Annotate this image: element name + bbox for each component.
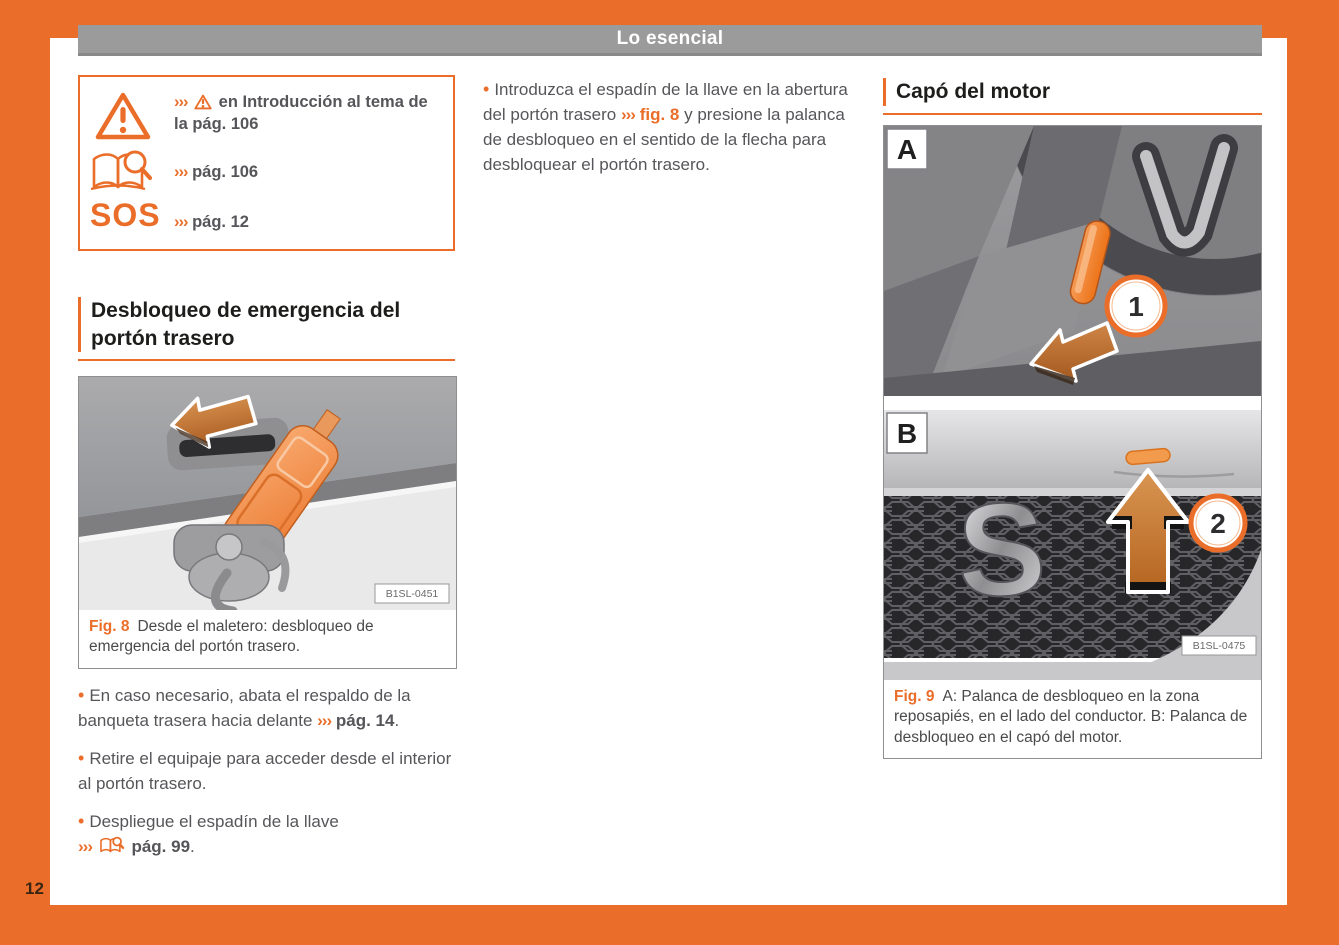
image-code: B1SL-0451 (385, 588, 439, 600)
image-code: B1SL-0475 (1192, 640, 1246, 652)
page-header-bar (78, 25, 1262, 56)
bullet-text: . (394, 710, 400, 730)
section-title: Capó del motor (883, 78, 1262, 106)
figure-9 (883, 125, 1262, 759)
bullet-text: En caso necesario, abata el respaldo de la banqueta trasera hacia delante (78, 686, 411, 730)
bullet-fold-seat (78, 682, 460, 734)
callout-1 (1107, 277, 1165, 335)
panel-a-letter: A (896, 134, 918, 165)
ref-row-book (174, 161, 442, 183)
section-tailgate-heading (78, 297, 455, 361)
fig8-label: Fig. 8 (89, 618, 130, 635)
page-number: 12 (25, 879, 44, 898)
heading-rule (883, 113, 1262, 115)
grille-release-lever (1126, 448, 1171, 465)
section-title: Desbloqueo de emergencia del portón trasero (78, 297, 455, 352)
book-search-icon (89, 149, 155, 195)
page-ref: pág. 99 (131, 836, 191, 856)
bullet-text: Despliegue el espadín de la llave (89, 811, 339, 831)
ref-label: pág. 12 (192, 213, 249, 231)
bullet-dot: • (78, 747, 85, 768)
figure-8 (78, 376, 457, 669)
page-header-title: Lo esencial (616, 28, 724, 49)
bullet-text: . (190, 836, 195, 856)
sos-icon: SOS (90, 197, 161, 233)
fig8-illustration (79, 377, 456, 610)
book-search-icon (99, 836, 125, 855)
warning-triangle-icon (194, 94, 212, 110)
figure-ref: fig. 8 (639, 104, 680, 124)
instruction-column (483, 76, 859, 189)
callout-1-number: 1 (1128, 291, 1144, 322)
bullet-insert-key (483, 76, 859, 178)
bullet-dot: • (78, 685, 85, 705)
fig9-panel-b-illustration (884, 410, 1261, 680)
callout-2-number: 2 (1210, 508, 1226, 539)
panel-b-label (887, 413, 927, 453)
fig8-caption-text: Desde el maletero: desbloqueo de emergencia del portón trasero. (89, 618, 374, 656)
ref-arrows: ››› (317, 710, 332, 730)
fig9-label: Fig. 9 (894, 688, 935, 705)
bullet-dot: • (78, 810, 85, 831)
tailgate-bullets (78, 682, 460, 871)
section-hood-heading (883, 78, 1262, 115)
ref-arrows: ››› (174, 93, 188, 111)
fig9-caption-text: A: Palanca de desbloqueo en la zona reposapiés, en el lado del conductor. B: Palanca de desbloqueo en el capó del motor. (894, 688, 1248, 746)
reference-box (78, 75, 455, 251)
callout-2 (1191, 496, 1245, 550)
ref-label: pág. 106 (192, 163, 259, 181)
bullet-text: Retire el equipaje para acceder desde el interior al portón trasero. (78, 748, 452, 793)
ref-arrows: ››› (78, 836, 92, 856)
fig9-caption (884, 680, 1261, 758)
bullet-dot: • (483, 79, 490, 99)
ref-arrows: ››› (174, 163, 188, 181)
seat-logo: S (955, 474, 1049, 625)
warning-triangle-icon (94, 90, 152, 142)
panel-gap (884, 396, 1261, 410)
ref-row-warning (174, 91, 442, 136)
fig8-caption (79, 610, 456, 668)
ref-label: en Introducción al tema de la pág. 106 (174, 93, 428, 134)
bullet-remove-luggage (78, 745, 460, 797)
bullet-unfold-key (78, 808, 460, 860)
page-ref: pág. 14 (335, 710, 395, 730)
ref-row-sos (174, 211, 442, 233)
ref-arrows: ››› (620, 104, 635, 124)
bullet-text: y presione la palanca de desbloqueo en el sentido de la flecha para desbloquear el portón trasero. (483, 104, 845, 174)
panel-b-letter: B (896, 418, 918, 449)
heading-rule (78, 359, 455, 361)
panel-a-label (887, 129, 927, 169)
fig9-panel-a-illustration (884, 126, 1261, 396)
bullet-text: Introduzca el espadín de la llave en la abertura del portón trasero (483, 80, 848, 124)
ref-arrows: ››› (174, 213, 188, 231)
